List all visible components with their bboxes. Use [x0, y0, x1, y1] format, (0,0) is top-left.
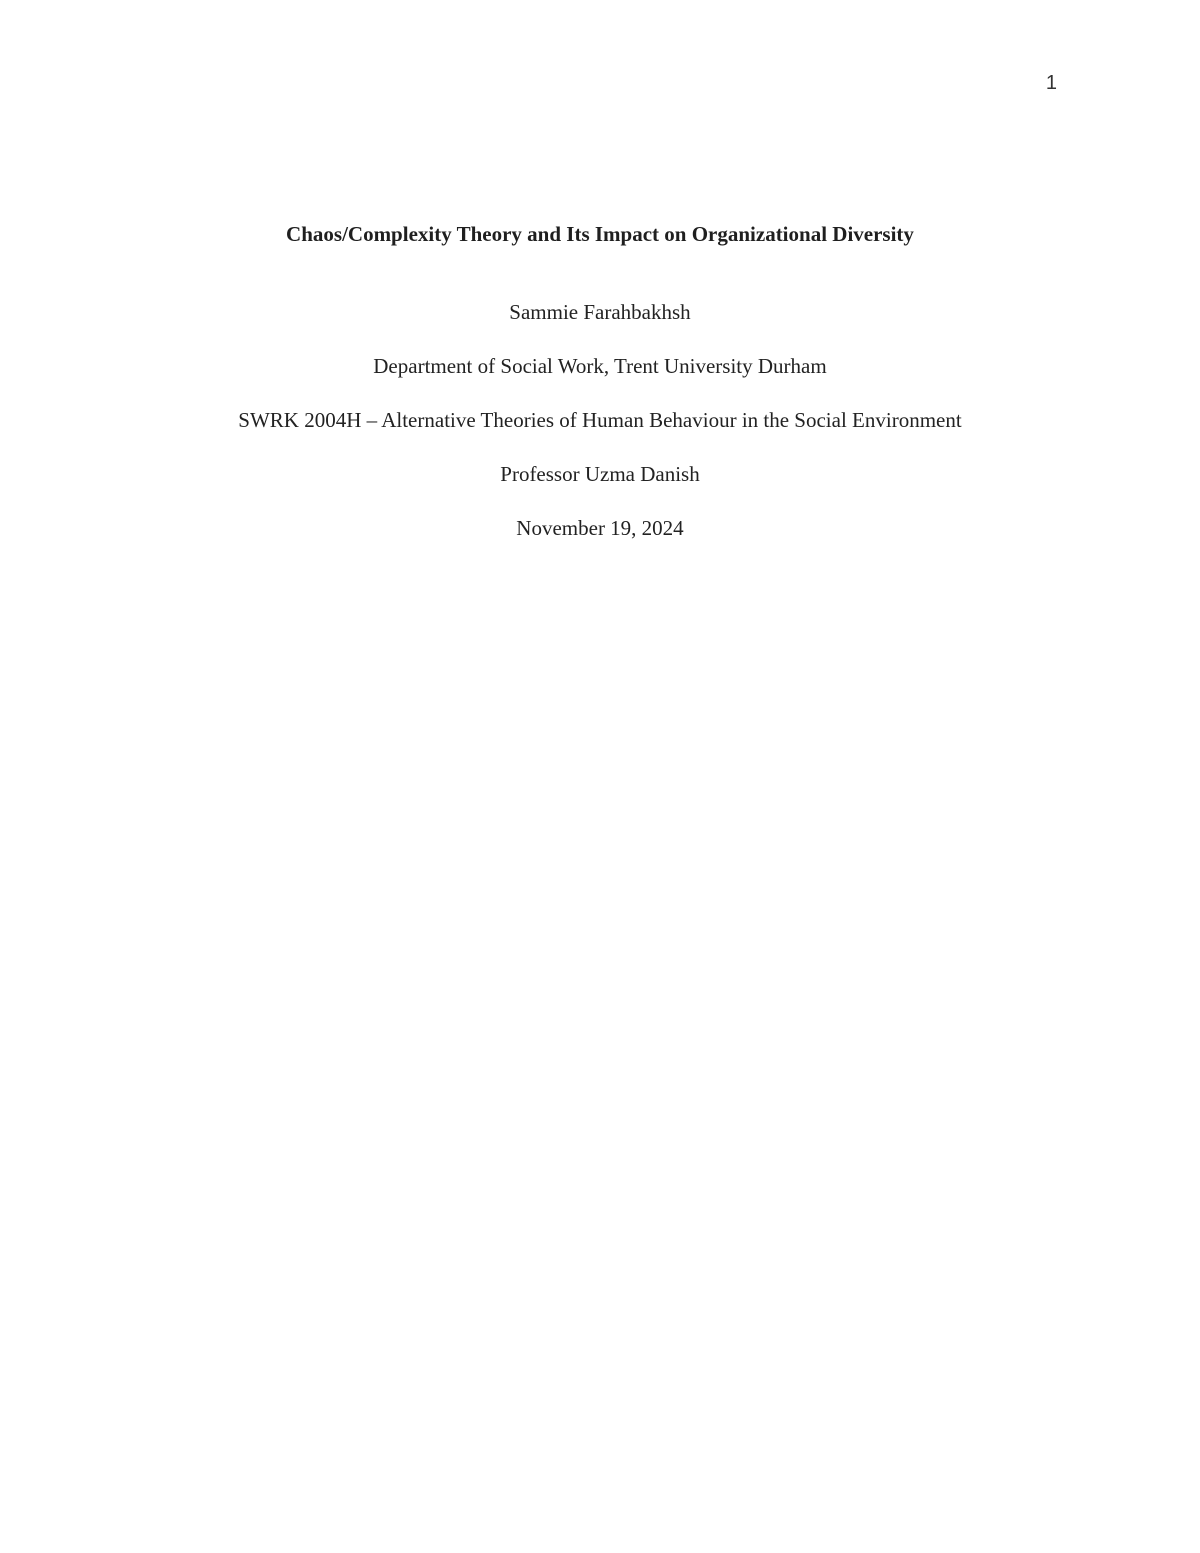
paper-title: Chaos/Complexity Theory and Its Impact on Organizational Diversity: [286, 222, 914, 246]
instructor-name: Professor Uzma Danish: [500, 462, 700, 486]
affiliation: Department of Social Work, Trent University Durham: [373, 354, 827, 378]
author-name: Sammie Farahbakhsh: [509, 300, 691, 324]
page-number: 1: [1045, 72, 1057, 94]
course-name: SWRK 2004H – Alternative Theories of Human Behaviour in the Social Environment: [238, 408, 962, 432]
submission-date: November 19, 2024: [516, 516, 684, 540]
